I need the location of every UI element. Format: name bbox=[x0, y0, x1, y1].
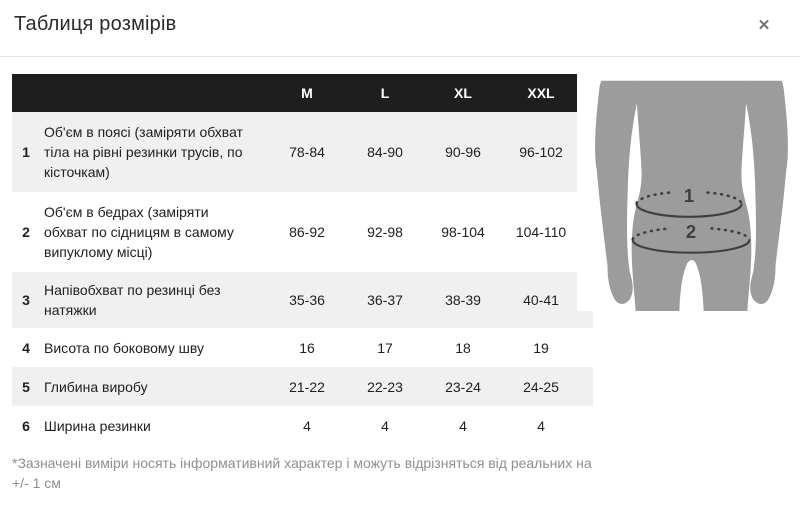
header-num-spacer bbox=[12, 74, 40, 112]
row-number: 3 bbox=[22, 292, 30, 308]
size-value: 36-37 bbox=[367, 292, 403, 308]
size-value: 22-23 bbox=[367, 378, 403, 395]
size-value: 4 bbox=[381, 417, 389, 434]
hip-measure-label: 2 bbox=[685, 221, 697, 243]
size-value: 92-98 bbox=[367, 224, 403, 240]
row-description: Глибина виробу bbox=[44, 378, 148, 395]
size-value: 78-84 bbox=[289, 144, 325, 160]
size-value: 21-22 bbox=[289, 378, 325, 395]
table-row bbox=[12, 328, 593, 367]
table-header-row bbox=[12, 74, 593, 112]
row-number: 1 bbox=[22, 144, 30, 160]
size-value: 35-36 bbox=[289, 292, 325, 308]
row-description: Ширина резинки bbox=[44, 417, 151, 434]
size-column-header: L bbox=[380, 85, 390, 101]
row-pad-spacer bbox=[580, 367, 593, 406]
size-value: 84-90 bbox=[367, 144, 403, 160]
right-arm-shape bbox=[745, 81, 788, 304]
table-row bbox=[12, 192, 593, 272]
waist-measure-label: 1 bbox=[683, 185, 695, 207]
size-value: 96-102 bbox=[519, 144, 563, 160]
table-row bbox=[12, 272, 593, 328]
size-value: 90-96 bbox=[445, 144, 481, 160]
body-silhouette-illustration bbox=[587, 73, 796, 311]
row-number: 5 bbox=[22, 378, 30, 395]
title-divider bbox=[0, 56, 800, 57]
close-icon[interactable]: ✕ bbox=[754, 16, 774, 36]
table-row bbox=[12, 112, 593, 192]
row-pad-spacer bbox=[580, 406, 593, 445]
row-description: Напівобхват по резинці без натяжки bbox=[44, 282, 221, 318]
row-description: Об'єм в бедрах (заміряти обхват по сідницям в самому випуклому місці) bbox=[44, 204, 234, 260]
row-number: 4 bbox=[22, 339, 30, 356]
footnote-text: *Зазначені виміри носять інформативний характер і можуть відрізняться від реальних на +/- 1 см bbox=[12, 455, 592, 491]
left-arm-shape bbox=[595, 81, 638, 304]
size-value: 16 bbox=[299, 339, 315, 356]
size-value: 104-110 bbox=[515, 224, 567, 240]
size-value: 38-39 bbox=[445, 292, 481, 308]
size-value: 4 bbox=[537, 417, 545, 434]
size-value: 18 bbox=[455, 339, 471, 356]
row-number: 6 bbox=[22, 417, 30, 434]
table-row bbox=[12, 406, 593, 445]
size-value: 4 bbox=[459, 417, 467, 434]
row-number: 2 bbox=[22, 224, 30, 240]
size-column-header: M bbox=[301, 85, 313, 101]
size-table bbox=[12, 74, 593, 445]
body-measurement-figure bbox=[577, 60, 800, 311]
dialog-title: Таблиця розмірів bbox=[14, 13, 177, 35]
size-value: 4 bbox=[303, 417, 311, 434]
row-description: Об'єм в поясі (заміряти обхват тіла на рівні резинки трусів, по кісточкам) bbox=[44, 124, 243, 180]
size-value: 40-41 bbox=[523, 292, 559, 308]
size-value: 23-24 bbox=[445, 378, 481, 395]
size-column-header: XL bbox=[454, 85, 472, 101]
size-value: 17 bbox=[377, 339, 393, 356]
size-column-header: XXL bbox=[527, 85, 555, 101]
size-value: 86-92 bbox=[289, 224, 325, 240]
size-value: 19 bbox=[533, 339, 549, 356]
row-description: Висота по боковому шву bbox=[44, 339, 204, 356]
row-pad-spacer bbox=[580, 328, 593, 367]
size-value: 24-25 bbox=[523, 378, 559, 395]
header-desc-spacer bbox=[40, 74, 268, 112]
table-row bbox=[12, 367, 593, 406]
size-value: 98-104 bbox=[441, 224, 485, 240]
